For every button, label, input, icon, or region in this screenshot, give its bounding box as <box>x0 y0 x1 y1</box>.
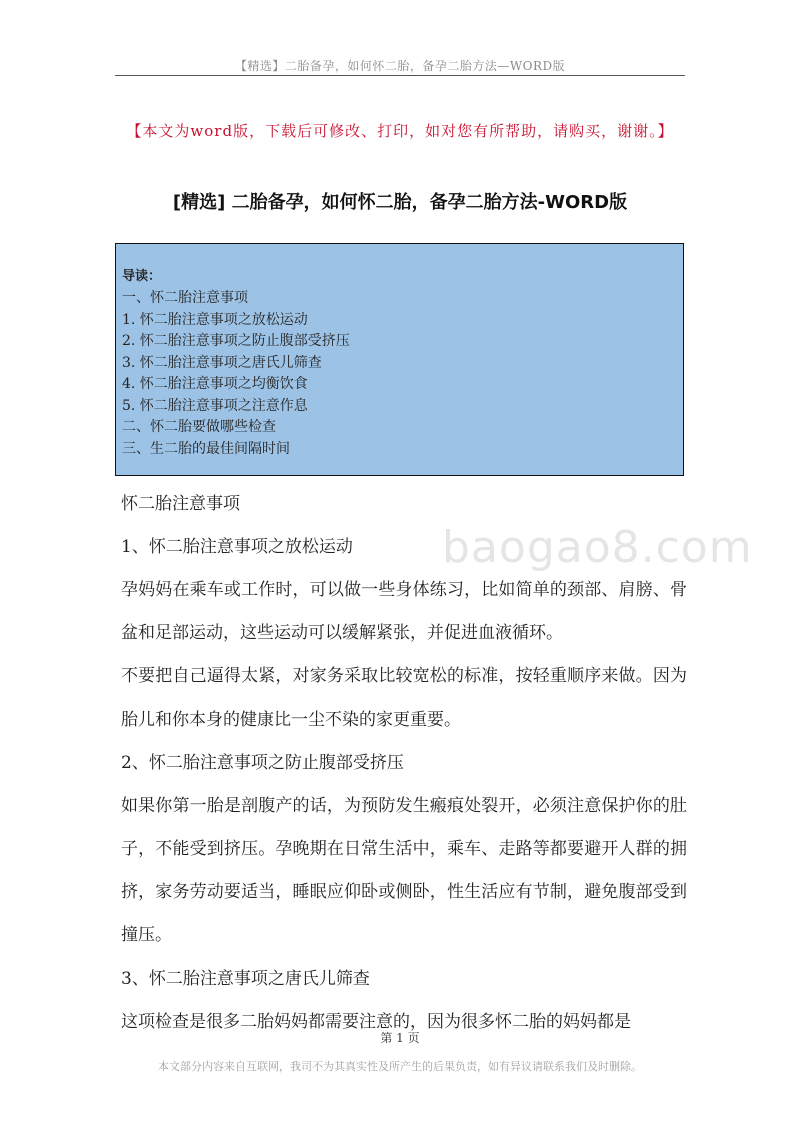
paragraph: 孕妈妈在乘车或工作时，可以做一些身体练习，比如简单的颈部、肩膀、骨盆和足部运动，这些运动可以缓解紧张，并促进血液循环。 <box>121 580 687 644</box>
toc-item[interactable]: 2. 怀二胎注意事项之防止腹部受挤压 <box>122 333 350 349</box>
toc-item[interactable]: 3. 怀二胎注意事项之唐氏儿筛查 <box>122 354 322 371</box>
watermark: baogao8.com <box>442 522 753 573</box>
subsection-heading: 3、怀二胎注意事项之唐氏儿筛查 <box>121 968 370 989</box>
toc-item[interactable]: 二、怀二胎要做哪些检查 <box>122 419 276 435</box>
section-heading: 怀二胎注意事项 <box>121 494 240 514</box>
header-divider <box>115 75 685 76</box>
download-notice: 【本文为word版，下载后可修改、打印，如对您有所帮助，请购买，谢谢。】 <box>126 122 674 140</box>
paragraph: 这项检查是很多二胎妈妈都需要注意的，因为很多怀二胎的妈妈都是 <box>121 1011 631 1032</box>
toc-item[interactable]: 一、怀二胎注意事项 <box>122 290 248 306</box>
toc-item[interactable]: 1. 怀二胎注意事项之放松运动 <box>122 311 308 328</box>
subsection-heading: 1、怀二胎注意事项之放松运动 <box>121 537 353 557</box>
toc-item[interactable]: 三、生二胎的最佳间隔时间 <box>122 440 290 457</box>
running-header: 【精选】二胎备孕，如何怀二胎，备孕二胎方法—WORD版 <box>234 59 566 73</box>
page-number: 第 1 页 <box>380 1031 420 1045</box>
toc-heading: 导读： <box>122 269 162 284</box>
subsection-heading: 2、怀二胎注意事项之防止腹部受挤压 <box>121 752 404 773</box>
toc-item[interactable]: 5. 怀二胎注意事项之注意作息 <box>122 397 308 414</box>
toc-item[interactable]: 4. 怀二胎注意事项之均衡饮食 <box>122 376 308 392</box>
table-of-contents <box>115 243 684 476</box>
paragraph: 如果你第一胎是剖腹产的话，为预防发生瘢痕处裂开，必须注意保护你的肚子，不能受到挤压。孕晚期在日常生活中，乘车、走路等都要避开人群的拥挤，家务劳动要适当，睡眠应仰卧或侧卧，性生活应有节制，避免腹部受到撞压。 <box>121 795 687 946</box>
document-title: [精选] 二胎备孕，如何怀二胎，备孕二胎方法-WORD版 <box>172 192 628 213</box>
footer-disclaimer: 本文部分内容来自互联网，我司不为其真实性及所产生的后果负责，如有异议请联系我们及时删除。 <box>158 1060 642 1073</box>
paragraph: 不要把自己逼得太紧，对家务采取比较宽松的标准，按轻重顺序来做。因为胎儿和你本身的健康比一尘不染的家更重要。 <box>121 666 687 730</box>
